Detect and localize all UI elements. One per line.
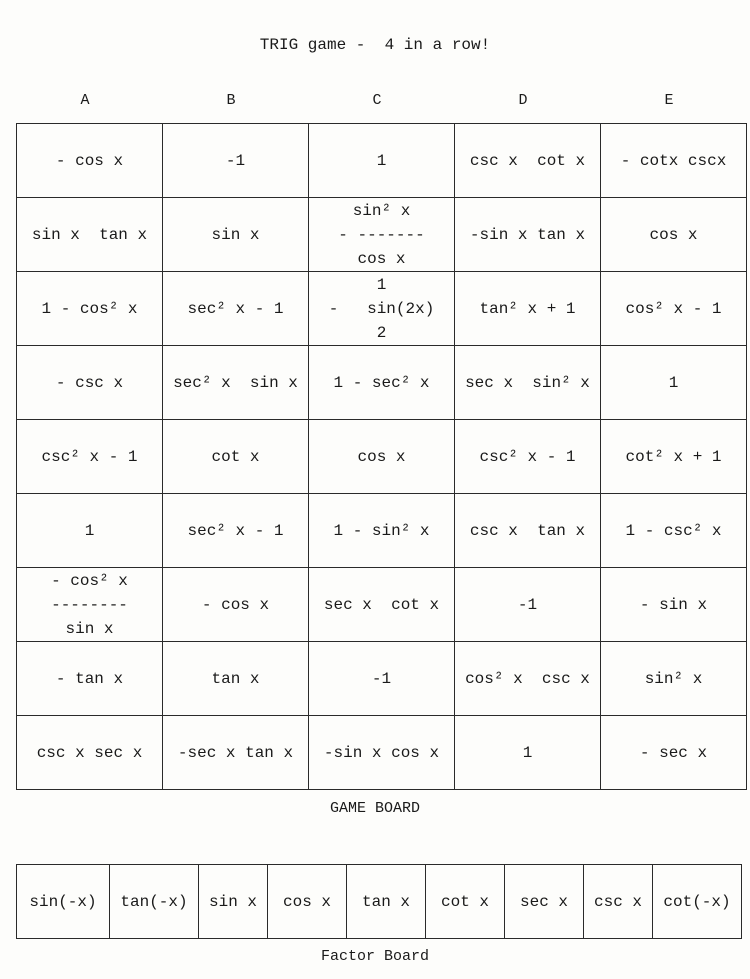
- board-cell-b9[interactable]: [163, 716, 309, 790]
- board-cell-e8[interactable]: [601, 642, 747, 716]
- factor-cell[interactable]: cot x: [426, 865, 505, 939]
- cell-line: cot x: [211, 447, 260, 466]
- board-cell-c3[interactable]: [309, 272, 455, 346]
- cell-line: - cos x: [201, 595, 270, 614]
- column-header-a: A: [80, 92, 90, 109]
- cell-line: 1: [376, 275, 387, 294]
- factor-board: [16, 864, 742, 939]
- cell-line: cos x: [649, 225, 698, 244]
- cell-line: - sin(2x): [328, 299, 435, 318]
- cell-line: -sec x tan x: [177, 743, 294, 762]
- board-cell-a5[interactable]: [17, 420, 163, 494]
- board-cell-a3[interactable]: [17, 272, 163, 346]
- cell-line: sec x cot x: [323, 595, 440, 614]
- cell-line: -sin x cos x: [323, 743, 440, 762]
- cell-line: tan² x + 1: [479, 299, 576, 318]
- game-board-caption: GAME BOARD: [329, 800, 420, 817]
- page-title: TRIG game - 4 in a row!: [259, 36, 491, 54]
- factor-cell[interactable]: csc x: [584, 865, 653, 939]
- board-cell-d3[interactable]: [455, 272, 601, 346]
- board-cell-a2[interactable]: [17, 198, 163, 272]
- factor-cell[interactable]: tan x: [347, 865, 426, 939]
- column-header-c: C: [372, 92, 382, 109]
- cell-line: 1: [376, 151, 387, 170]
- board-cell-d4[interactable]: [455, 346, 601, 420]
- board-cell-a1[interactable]: [17, 124, 163, 198]
- board-row: [17, 642, 747, 716]
- board-row: [17, 420, 747, 494]
- cell-line: 1: [522, 743, 533, 762]
- cell-line: - -------: [338, 225, 425, 244]
- cell-line: cos² x csc x: [465, 669, 590, 688]
- cell-line: -1: [225, 151, 246, 170]
- cell-line: sec² x - 1: [187, 299, 284, 318]
- factor-cell[interactable]: cos x: [268, 865, 347, 939]
- board-row: [17, 494, 747, 568]
- cell-line: sin x: [65, 619, 114, 638]
- cell-line: sin x tan x: [31, 225, 148, 244]
- board-row: [17, 716, 747, 790]
- cell-line: - cos x: [55, 151, 124, 170]
- cell-line: csc² x - 1: [41, 447, 138, 466]
- board-cell-d6[interactable]: [455, 494, 601, 568]
- factor-cell[interactable]: sin x: [199, 865, 268, 939]
- board-cell-d7[interactable]: [455, 568, 601, 642]
- board-row: [17, 568, 747, 642]
- board-cell-a9[interactable]: [17, 716, 163, 790]
- board-cell-c1[interactable]: [309, 124, 455, 198]
- column-headers: [12, 92, 736, 112]
- board-cell-e4[interactable]: [601, 346, 747, 420]
- board-cell-b8[interactable]: [163, 642, 309, 716]
- cell-line: 1 - sin² x: [333, 521, 430, 540]
- board-cell-b1[interactable]: [163, 124, 309, 198]
- cell-line: 1: [668, 373, 679, 392]
- cell-line: - tan x: [55, 669, 124, 688]
- factor-cell[interactable]: sec x: [505, 865, 584, 939]
- board-cell-e1[interactable]: [601, 124, 747, 198]
- cell-line: 1: [84, 521, 95, 540]
- board-cell-e7[interactable]: [601, 568, 747, 642]
- cell-line: 1 - csc² x: [625, 521, 722, 540]
- board-cell-b6[interactable]: [163, 494, 309, 568]
- cell-line: sin² x: [352, 201, 411, 220]
- cell-line: sec² x - 1: [187, 521, 284, 540]
- cell-line: - sin x: [639, 595, 708, 614]
- board-cell-d1[interactable]: [455, 124, 601, 198]
- board-cell-b7[interactable]: [163, 568, 309, 642]
- cell-line: cos² x - 1: [625, 299, 722, 318]
- board-cell-e2[interactable]: [601, 198, 747, 272]
- factor-cell[interactable]: tan(-x): [110, 865, 199, 939]
- column-header-d: D: [518, 92, 528, 109]
- board-row: [17, 198, 747, 272]
- board-row: [17, 124, 747, 198]
- factor-row: [17, 865, 742, 939]
- board-cell-a8[interactable]: [17, 642, 163, 716]
- cell-line: -1: [517, 595, 538, 614]
- board-cell-c4[interactable]: [309, 346, 455, 420]
- factor-board-caption: Factor Board: [320, 948, 430, 965]
- board-cell-b5[interactable]: [163, 420, 309, 494]
- board-cell-d9[interactable]: [455, 716, 601, 790]
- cell-line: - csc x: [55, 373, 124, 392]
- cell-line: sin² x: [644, 669, 703, 688]
- cell-line: csc x sec x: [36, 743, 143, 762]
- cell-line: 2: [376, 323, 387, 342]
- board-cell-d2[interactable]: [455, 198, 601, 272]
- cell-line: sec x sin² x: [465, 373, 590, 392]
- board-cell-c6[interactable]: [309, 494, 455, 568]
- cell-line: -sin x tan x: [469, 225, 586, 244]
- cell-line: - cos² x: [51, 571, 128, 590]
- board-cell-b3[interactable]: [163, 272, 309, 346]
- board-cell-a7[interactable]: [17, 568, 163, 642]
- board-cell-a6[interactable]: [17, 494, 163, 568]
- board-cell-e5[interactable]: [601, 420, 747, 494]
- cell-line: cos x: [357, 249, 406, 268]
- board-cell-c9[interactable]: [309, 716, 455, 790]
- cell-line: --------: [51, 595, 128, 614]
- cell-line: - cotx cscx: [620, 151, 727, 170]
- cell-line: cot² x + 1: [625, 447, 722, 466]
- board-cell-d8[interactable]: [455, 642, 601, 716]
- game-board: [16, 123, 747, 790]
- cell-line: -1: [371, 669, 392, 688]
- board-cell-b4[interactable]: [163, 346, 309, 420]
- board-cell-e6[interactable]: [601, 494, 747, 568]
- board-cell-c2[interactable]: [309, 198, 455, 272]
- factor-cell[interactable]: cot(-x): [653, 865, 742, 939]
- board-cell-e3[interactable]: [601, 272, 747, 346]
- board-cell-c8[interactable]: [309, 642, 455, 716]
- cell-line: csc x tan x: [469, 521, 586, 540]
- cell-line: 1 - cos² x: [41, 299, 138, 318]
- cell-line: sec² x sin x: [173, 373, 298, 392]
- cell-line: cos x: [357, 447, 406, 466]
- board-row: [17, 272, 747, 346]
- cell-line: csc x cot x: [469, 151, 586, 170]
- cell-line: sin x: [211, 225, 260, 244]
- column-header-e: E: [664, 92, 674, 109]
- board-cell-c7[interactable]: [309, 568, 455, 642]
- board-cell-c5[interactable]: [309, 420, 455, 494]
- board-cell-a4[interactable]: [17, 346, 163, 420]
- cell-line: 1 - sec² x: [333, 373, 430, 392]
- cell-line: tan x: [211, 669, 260, 688]
- column-header-b: B: [226, 92, 236, 109]
- cell-line: csc² x - 1: [479, 447, 576, 466]
- factor-cell[interactable]: sin(-x): [17, 865, 110, 939]
- cell-line: - sec x: [639, 743, 708, 762]
- board-cell-b2[interactable]: [163, 198, 309, 272]
- board-row: [17, 346, 747, 420]
- board-cell-d5[interactable]: [455, 420, 601, 494]
- board-cell-e9[interactable]: [601, 716, 747, 790]
